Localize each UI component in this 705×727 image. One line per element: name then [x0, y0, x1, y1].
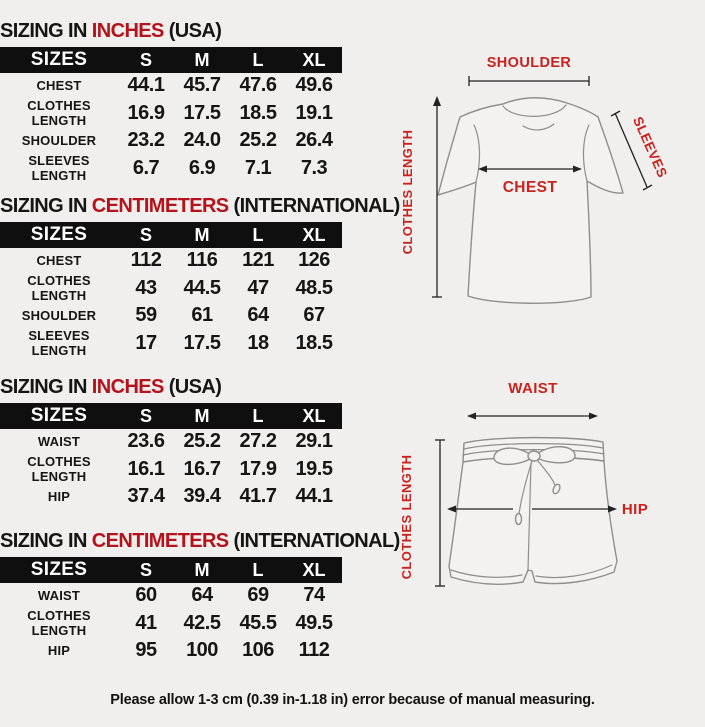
- size-column-header: XL: [302, 405, 326, 426]
- size-value: 42.5: [183, 611, 221, 634]
- hip-arrowhead-left: [447, 506, 456, 513]
- size-column-header: M: [194, 559, 210, 580]
- size-value: 44.1: [127, 74, 165, 96]
- row-label: HIP: [47, 489, 71, 504]
- size-value: 44.5: [183, 276, 221, 299]
- row-label: CLOTHES LENGTH: [27, 454, 91, 484]
- title-prefix: SIZING IN: [0, 530, 87, 552]
- size-value: 112: [298, 639, 330, 661]
- clothes-length-label: CLOTHES LENGTH: [400, 129, 415, 255]
- size-value: 64: [247, 304, 269, 326]
- size-value: 37.4: [127, 485, 165, 507]
- shirt-inches-table: [0, 47, 342, 183]
- size-value: 19.5: [295, 457, 333, 480]
- size-value: 121: [242, 249, 274, 271]
- size-value: 18.5: [239, 101, 277, 124]
- size-column-header: S: [139, 224, 152, 245]
- size-value: 47: [247, 276, 269, 299]
- title-suffix: (INTERNATIONAL): [233, 530, 400, 552]
- sleeves-tick-bottom: [643, 185, 652, 190]
- waist-arrowhead-right: [589, 413, 598, 420]
- shirt-inches-section: [0, 18, 342, 183]
- size-value: 17.5: [183, 331, 221, 354]
- size-column-header: XL: [302, 559, 326, 580]
- shirt-centimeters-table: [0, 222, 342, 358]
- title-accent: CENTIMETERS: [91, 530, 229, 552]
- clothes-length-label: CLOTHES LENGTH: [399, 454, 414, 580]
- size-value: 69: [247, 584, 269, 606]
- size-column-header: L: [252, 49, 264, 70]
- size-value: 61: [191, 304, 213, 326]
- table-row: [0, 128, 342, 153]
- size-value: 106: [242, 639, 274, 661]
- tshirt-measurement-diagram: [395, 40, 705, 340]
- size-value: 100: [186, 639, 218, 661]
- size-value: 39.4: [183, 485, 221, 507]
- size-value: 64: [191, 584, 213, 606]
- size-column-header: M: [194, 49, 210, 70]
- size-value: 49.6: [295, 74, 333, 96]
- row-label: SHOULDER: [21, 133, 97, 148]
- row-label: SHOULDER: [21, 308, 97, 323]
- table-row: [0, 429, 342, 454]
- title-accent: CENTIMETERS: [91, 195, 229, 217]
- title-prefix: SIZING IN: [0, 195, 87, 217]
- shirt-centimeters-section: [0, 193, 400, 358]
- table-row: [0, 328, 342, 358]
- size-value: 95: [135, 639, 157, 661]
- size-column-header: S: [139, 559, 152, 580]
- sizes-header: SIZES: [30, 49, 88, 70]
- waist-arrowhead-left: [467, 413, 476, 420]
- table-title: [0, 528, 400, 554]
- size-column-header: XL: [302, 224, 326, 245]
- shorts-measurement-diagram: [395, 368, 705, 603]
- title-prefix: SIZING IN: [0, 20, 87, 42]
- table-row: [0, 484, 342, 509]
- title-suffix: (USA): [168, 20, 222, 42]
- shoulder-label: SHOULDER: [486, 55, 572, 71]
- drawstring-left-string-end: [516, 514, 522, 525]
- header-row: [0, 403, 342, 429]
- table-row: [0, 583, 342, 608]
- size-value: 44.1: [295, 485, 333, 507]
- size-value: 23.6: [127, 430, 165, 452]
- table-row: [0, 73, 342, 98]
- size-value: 26.4: [295, 129, 333, 151]
- waist-label: WAIST: [508, 380, 558, 397]
- size-column-header: S: [139, 49, 152, 70]
- row-label: WAIST: [37, 434, 81, 449]
- header-row: [0, 47, 342, 73]
- table-title: [0, 193, 400, 219]
- size-value: 16.1: [127, 457, 165, 480]
- title-accent: INCHES: [91, 376, 164, 398]
- table-row: [0, 608, 342, 638]
- size-column-header: L: [252, 405, 264, 426]
- chest-label: CHEST: [502, 179, 558, 196]
- drawstring-knot: [528, 451, 540, 461]
- size-column-header: S: [139, 405, 152, 426]
- size-value: 7.3: [300, 156, 328, 179]
- shorts-outline-icon: [449, 457, 617, 584]
- sleeves-label: SLEEVES: [630, 114, 671, 180]
- size-value: 43: [135, 276, 157, 299]
- title-prefix: SIZING IN: [0, 376, 87, 398]
- row-label: CHEST: [36, 253, 82, 268]
- size-value: 18: [247, 331, 269, 354]
- drawstring-left-loop: [494, 448, 530, 464]
- size-value: 49.5: [295, 611, 333, 634]
- row-label: CLOTHES LENGTH: [27, 273, 91, 303]
- measuring-error-note: Please allow 1-3 cm (0.39 in-1.18 in) error because of manual measuring.: [110, 692, 595, 708]
- table-row: [0, 638, 342, 663]
- size-value: 47.6: [239, 74, 277, 96]
- header-row: [0, 557, 342, 583]
- size-value: 45.7: [183, 74, 221, 96]
- table-row: [0, 153, 342, 183]
- shorts-centimeters-table: [0, 557, 342, 663]
- size-value: 112: [130, 249, 162, 271]
- size-value: 45.5: [239, 611, 277, 634]
- size-value: 6.9: [188, 156, 216, 179]
- table-row: [0, 98, 342, 128]
- size-value: 116: [186, 249, 218, 271]
- table-row: [0, 454, 342, 484]
- size-value: 48.5: [295, 276, 333, 299]
- size-value: 23.2: [127, 129, 165, 151]
- table-row: [0, 273, 342, 303]
- size-column-header: XL: [302, 49, 326, 70]
- size-column-header: M: [194, 405, 210, 426]
- size-value: 16.7: [183, 457, 221, 480]
- row-label: CLOTHES LENGTH: [27, 98, 91, 128]
- size-value: 41.7: [239, 485, 277, 507]
- hip-arrowhead-right: [608, 506, 617, 513]
- row-label: CHEST: [36, 78, 82, 93]
- size-value: 17.9: [239, 457, 277, 480]
- size-value: 7.1: [244, 156, 272, 179]
- size-value: 25.2: [239, 129, 277, 151]
- table-title: [0, 374, 342, 400]
- row-label: CLOTHES LENGTH: [27, 608, 91, 638]
- row-label: SLEEVES LENGTH: [28, 153, 90, 183]
- row-label: HIP: [47, 643, 71, 658]
- table-row: [0, 248, 342, 273]
- table-title: [0, 18, 342, 44]
- shorts-inches-section: [0, 374, 342, 509]
- size-value: 29.1: [295, 430, 333, 452]
- size-value: 18.5: [295, 331, 333, 354]
- title-suffix: (INTERNATIONAL): [233, 195, 400, 217]
- sizes-header: SIZES: [30, 224, 88, 245]
- size-value: 17: [135, 331, 157, 354]
- size-value: 27.2: [239, 430, 277, 452]
- row-label: WAIST: [37, 588, 81, 603]
- size-value: 41: [135, 611, 157, 634]
- size-value: 6.7: [132, 156, 160, 179]
- shorts-inches-table: [0, 403, 342, 509]
- header-row: [0, 222, 342, 248]
- size-value: 25.2: [183, 430, 221, 452]
- hip-label: HIP: [621, 501, 649, 518]
- table-row: [0, 303, 342, 328]
- size-column-header: L: [252, 224, 264, 245]
- size-value: 16.9: [127, 101, 165, 124]
- size-value: 17.5: [183, 101, 221, 124]
- size-value: 74: [303, 584, 325, 606]
- size-value: 126: [298, 249, 330, 271]
- sizes-header: SIZES: [30, 559, 88, 580]
- shorts-centimeters-section: [0, 528, 400, 663]
- size-column-header: L: [252, 559, 264, 580]
- clothes-length-arrowhead: [433, 96, 441, 106]
- size-value: 59: [135, 304, 157, 326]
- title-suffix: (USA): [168, 376, 222, 398]
- size-value: 67: [303, 304, 325, 326]
- size-value: 24.0: [183, 129, 221, 151]
- size-value: 60: [135, 584, 157, 606]
- sizes-header: SIZES: [30, 405, 88, 426]
- row-label: SLEEVES LENGTH: [28, 328, 90, 358]
- size-column-header: M: [194, 224, 210, 245]
- size-value: 19.1: [295, 101, 333, 124]
- title-accent: INCHES: [91, 20, 164, 42]
